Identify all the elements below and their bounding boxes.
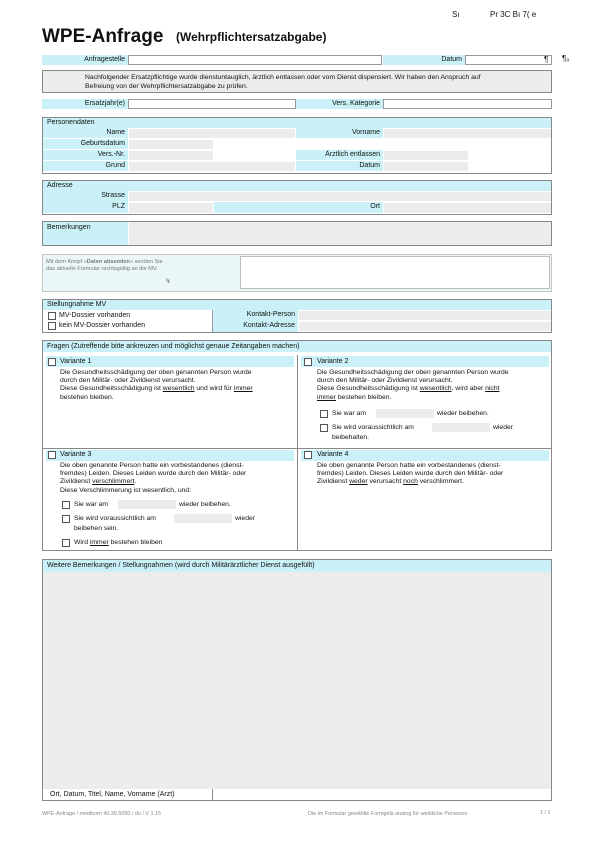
mv-section-label: Stellungnahme MV <box>43 300 551 310</box>
geburtsdatum-label: Geburtsdatum <box>43 139 128 149</box>
ort-field[interactable] <box>384 203 551 213</box>
top-marker: ¶ <box>544 55 549 64</box>
vers-kategorie-label: Vers. Kategorie <box>296 99 383 109</box>
send-instruction <box>46 259 166 273</box>
v2-line2: durch den Militär- oder Zivildienst verursacht. <box>317 377 453 385</box>
v3-opt1-checkbox[interactable] <box>62 501 70 509</box>
kein-mv-dossier-checkbox[interactable] <box>48 322 56 330</box>
corner-marks: ¶₀ <box>562 54 570 63</box>
v2-opt2-label: Sie wird voraussichtlich am <box>332 424 414 431</box>
kontakt-adresse-field[interactable] <box>299 322 551 331</box>
kontakt-person-label: Kontakt-Person <box>213 310 298 321</box>
kein-mv-dossier-label: kein MV-Dossier vorhanden <box>59 322 145 329</box>
v2-opt2-line2: beibehalten. <box>332 434 370 441</box>
v1-text <box>60 369 295 402</box>
remarks-field[interactable] <box>129 222 551 245</box>
v1-line3: Diese Gesundheitsschädigung ist wesentlich und wird für immer <box>60 385 253 393</box>
datum-field-person[interactable] <box>384 162 468 171</box>
v2-line4: immer bestehen bleiben. <box>317 393 392 401</box>
v3-opt2-label: Sie wird voraussichtlich am <box>74 515 156 522</box>
v3-line2: fremdes) Leiden. Dieses Leiden wurde durch den Militär- oder <box>60 470 247 478</box>
grund-label: Grund <box>43 161 128 171</box>
aerztlich-entlassen-label: Ärztlich entlassen <box>296 150 383 160</box>
v4-line2: fremdes) Leiden. Dieses Leiden wurde durch den Militär- oder <box>317 470 504 478</box>
v2-opt1-suffix: wieder beibehen. <box>437 410 489 417</box>
v3-opt3-checkbox[interactable] <box>62 539 70 547</box>
top-code-right: Pr 3C Bı 7( e <box>490 10 537 19</box>
page-title: WPE-Anfrage <box>42 26 164 47</box>
name-label: Name <box>43 128 128 138</box>
strasse-label: Strasse <box>43 191 128 202</box>
aerztlich-entlassen-field[interactable] <box>384 151 468 160</box>
kontakt-adresse-label: Kontakt-Adresse <box>213 321 298 332</box>
v3-opt3-label: Wird immer bestehen bleiben <box>74 539 163 546</box>
v2-checkbox[interactable] <box>304 358 312 366</box>
signature-field[interactable] <box>212 789 551 800</box>
strasse-field[interactable] <box>129 192 551 201</box>
v3-checkbox[interactable] <box>48 451 56 459</box>
v2-title: Variante 2 <box>317 358 349 365</box>
vers-kategorie-field[interactable] <box>383 99 552 109</box>
v1-title: Variante 1 <box>60 358 92 365</box>
v4-line3: Zivildienst weder verursacht noch verschlimmert. <box>317 478 464 486</box>
v3-opt1-suffix: wieder beibehen. <box>179 501 231 508</box>
mv-dossier-label: MV-Dossier vorhanden <box>59 312 131 319</box>
v1-line2: durch den Militär- oder Zivildienst verursacht. <box>60 377 196 385</box>
further-label: Weitere Bemerkungen / Stellungnahmen (wird durch Militärärztlicher Dienst ausgefüllt) <box>43 560 551 572</box>
v3-opt1-label: Sie war am <box>74 501 108 508</box>
footer-left: WPE-Anfrage / meditorm 40.30.5090 / do / V 1.15 <box>42 811 161 817</box>
datum-label-top: Datum <box>383 55 465 65</box>
v1-line4: bestehen bleiben. <box>60 393 114 401</box>
v4-title: Variante 4 <box>317 451 349 458</box>
v4-line1: Die oben genannte Person hatte ein vorbestandenes (dienst- <box>317 462 501 469</box>
v1-checkbox[interactable] <box>48 358 56 366</box>
v2-line1: Die Gesundheitsschädigung der oben genannten Person wurde <box>317 369 509 376</box>
anfragestelle-field[interactable] <box>128 55 382 65</box>
datum-field-top[interactable] <box>465 55 552 65</box>
v3-title: Variante 3 <box>60 451 92 458</box>
ersatzjahr-field[interactable] <box>128 99 296 109</box>
anfragestelle-label: Anfragestelle <box>42 55 128 65</box>
v3-text <box>60 462 295 495</box>
v2-opt1-checkbox[interactable] <box>320 410 328 418</box>
person-section-label: Personendaten <box>43 118 551 128</box>
v3-opt2-checkbox[interactable] <box>62 515 70 523</box>
send-button-word: Daten absenden <box>86 259 130 265</box>
further-field[interactable] <box>43 572 551 789</box>
v4-text <box>317 462 549 487</box>
address-section-label: Adresse <box>43 181 551 191</box>
signature-label: Ort, Datum, Titel, Name, Vorname (Arzt) <box>50 791 175 798</box>
datum-label-person: Datum <box>296 161 383 171</box>
v1-line1: Die Gesundheitsschädigung der oben genannten Person wurde <box>60 369 252 376</box>
send-text-suffix: » senden Sie das aktuelle Formular rechtsgültig an die MV. <box>46 259 163 272</box>
grund-field[interactable] <box>129 162 295 171</box>
v2-opt2-date[interactable] <box>432 423 490 432</box>
remarks-label: Bemerkungen <box>43 222 128 245</box>
footer-center: Die im Formular gewählte Formgelä analog für weibliche Personen <box>308 811 468 817</box>
v3-line3: Zivildienst verschlimmert. <box>60 478 137 486</box>
send-text-prefix: Mit dem Knopf « <box>46 259 87 265</box>
ersatzjahr-label: Ersatzjahr(e) <box>42 99 128 109</box>
v4-checkbox[interactable] <box>304 451 312 459</box>
send-small-mark: ¹ı <box>166 279 170 285</box>
v3-opt2-line2: beibehen sein. <box>74 525 119 532</box>
v2-text <box>317 369 549 402</box>
mv-dossier-checkbox[interactable] <box>48 312 56 320</box>
notice-text: Nachfolgender Ersatzpflichtige wurde dienstuntauglich, ärztlich entlassen oder vom Dienst dispensiert. Wir haben den Anspruch auf Befreiung von der Wehrpflichtersatzabgabe zu prüfen. <box>85 74 481 90</box>
top-code-left: Sı <box>452 10 460 19</box>
v3-line1: Die oben genannte Person hatte ein vorbestandenes (dienst- <box>60 462 244 469</box>
vers-nr-field[interactable] <box>129 151 213 160</box>
v3-opt2-date[interactable] <box>174 514 232 523</box>
vorname-label: Vorname <box>296 128 383 138</box>
questions-section-label: Fragen (Zutreffende bitte ankreuzen und möglichst genaue Zeitangaben machen) <box>43 341 551 352</box>
vorname-field[interactable] <box>384 129 551 138</box>
plz-field[interactable] <box>129 203 213 213</box>
v2-opt1-date[interactable] <box>376 409 434 418</box>
notice-box <box>42 70 552 93</box>
v2-line3: Diese Gesundheitsschädigung ist wesentlich, wird aber nicht <box>317 385 500 393</box>
send-button[interactable] <box>240 256 550 289</box>
ort-label: Ort <box>214 202 383 213</box>
v3-opt1-date[interactable] <box>118 500 176 509</box>
kontakt-person-field[interactable] <box>299 311 551 320</box>
v2-opt2-checkbox[interactable] <box>320 424 328 432</box>
v3-opt2-suffix: wieder <box>235 515 256 522</box>
footer-right: 1 / 1 <box>540 810 551 816</box>
geburtsdatum-field[interactable] <box>129 140 213 149</box>
v2-opt1-label: Sie war am <box>332 410 366 417</box>
vers-nr-label: Vers.-Nr. <box>43 150 128 160</box>
page-subtitle: (Wehrpflichtersatzabgabe) <box>176 30 327 44</box>
v2-opt2-suffix: wieder <box>493 424 514 431</box>
v3-line4: Diese Verschlimmerung ist wesentlich, und: <box>60 486 192 494</box>
plz-label: PLZ <box>43 202 128 213</box>
name-field[interactable] <box>129 129 295 138</box>
